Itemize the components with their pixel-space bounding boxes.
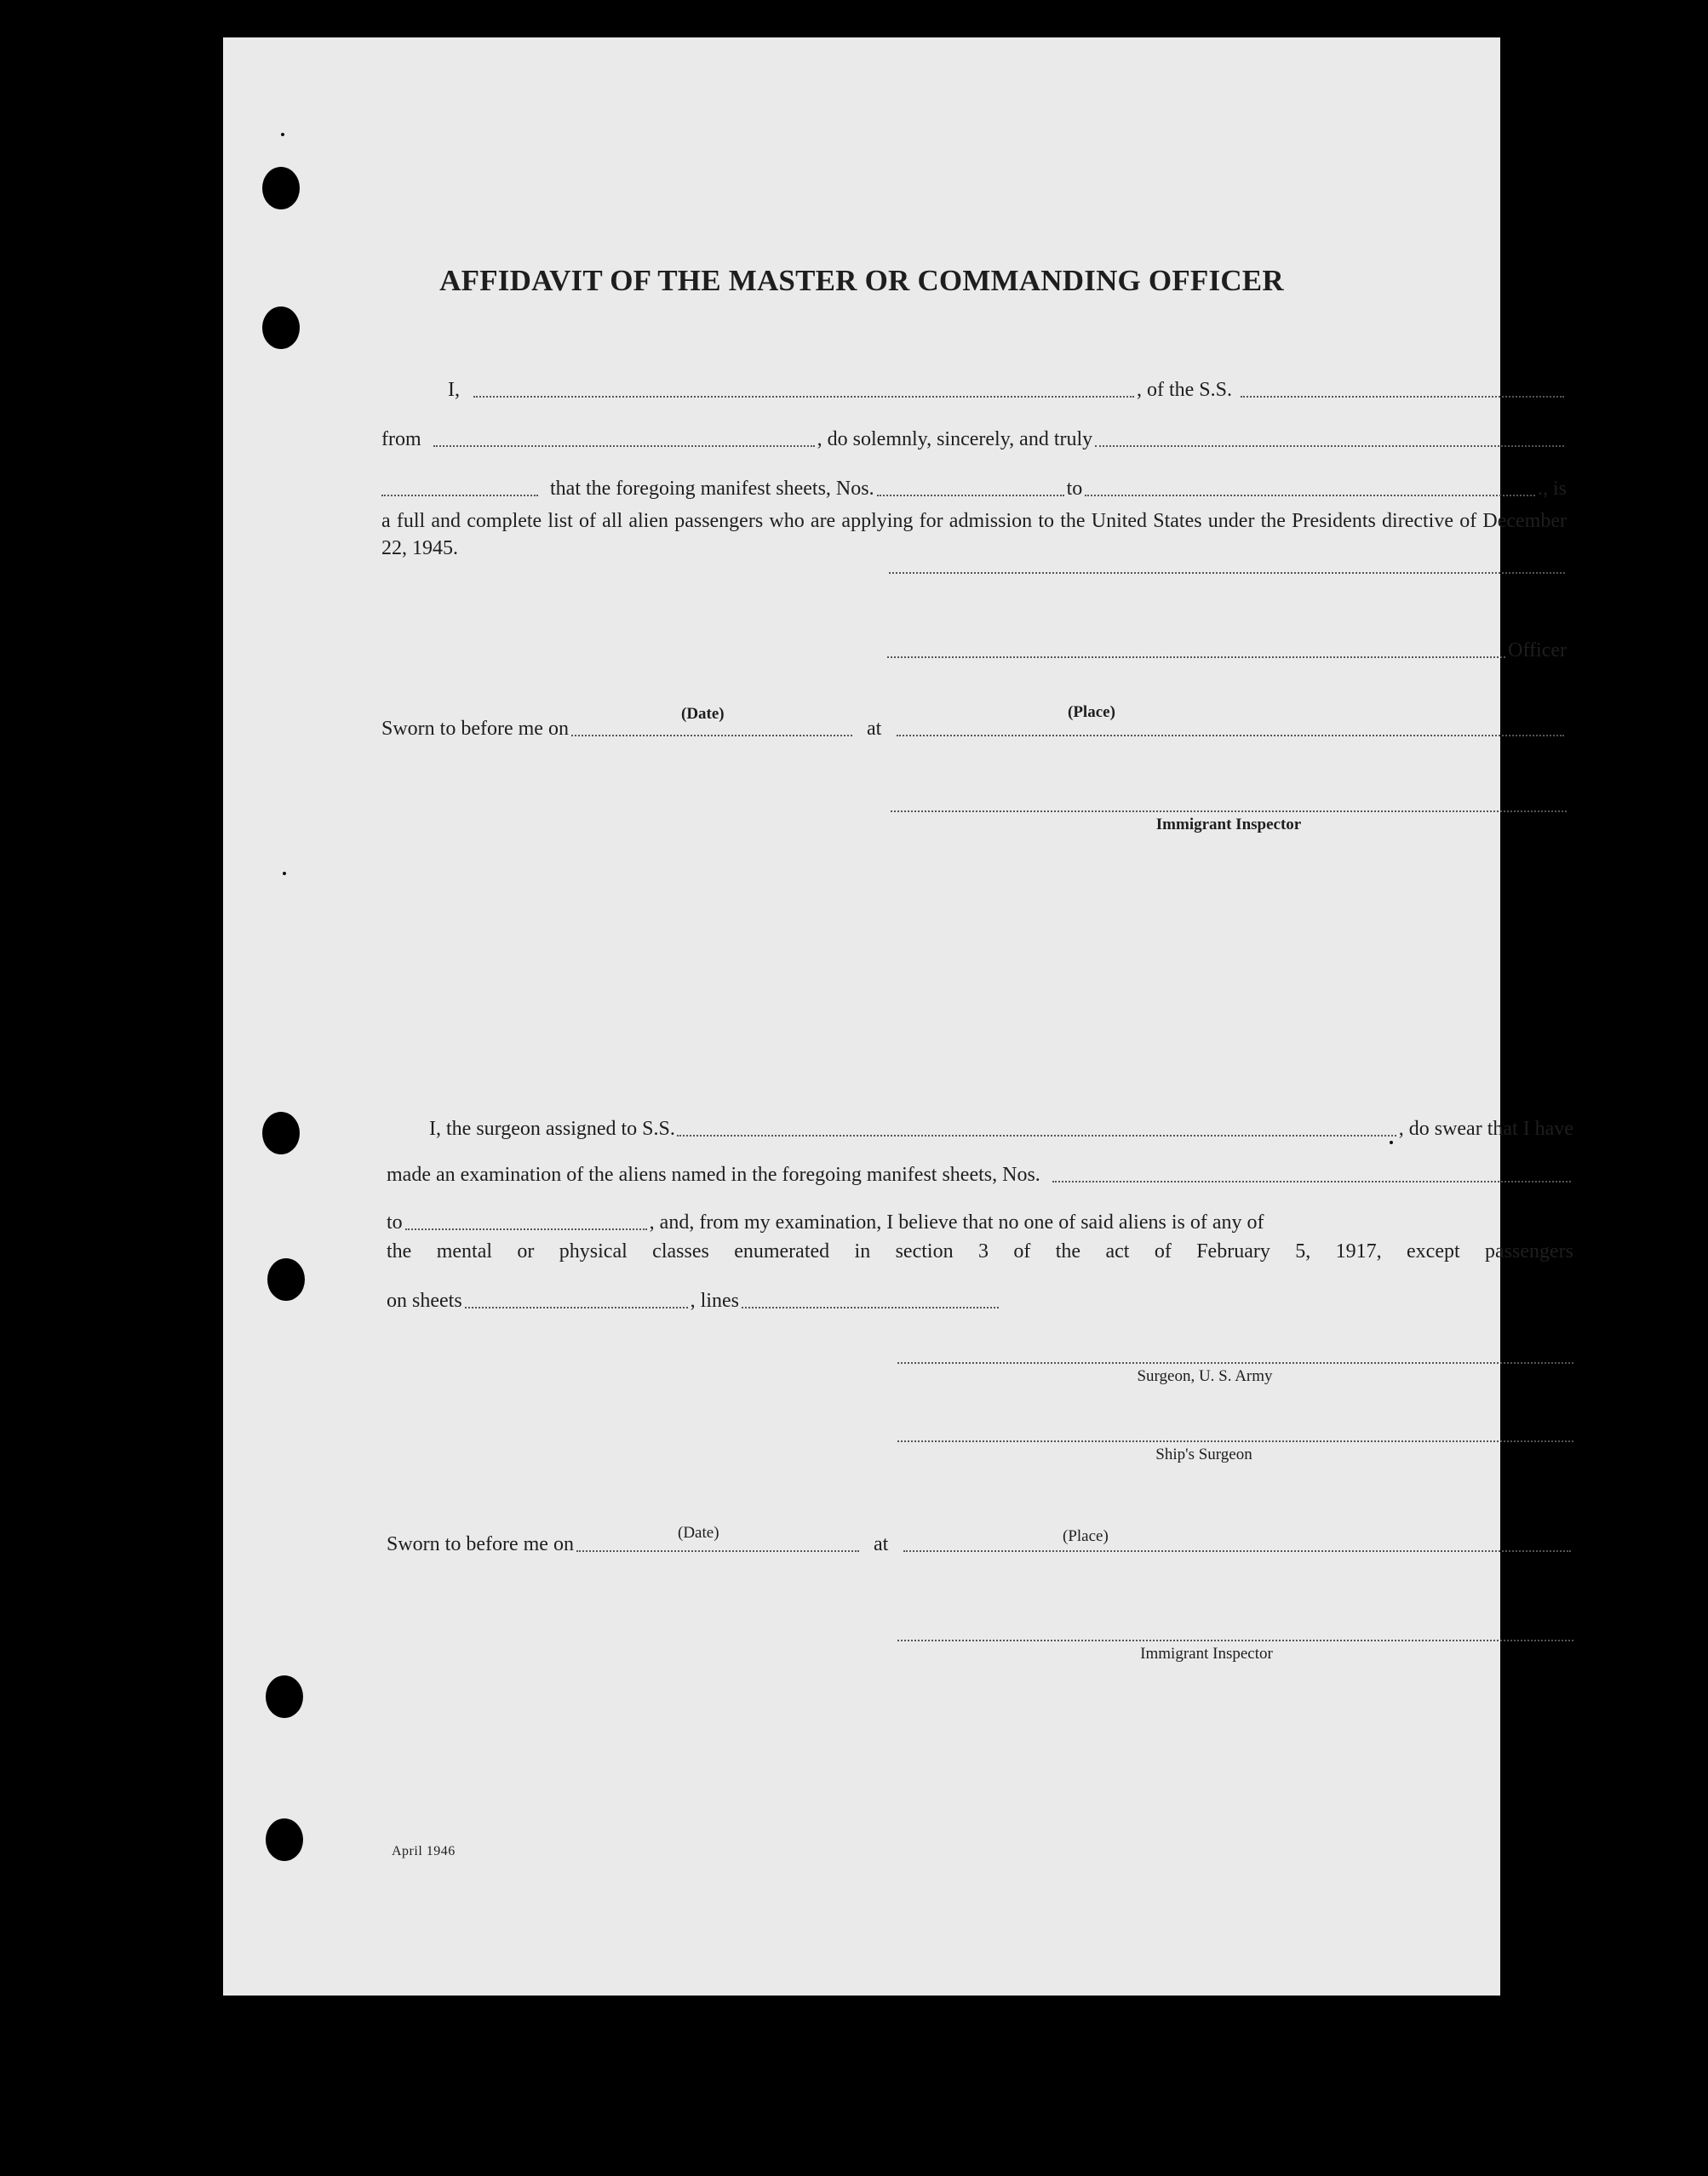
label-sworn: Sworn to before me on (381, 718, 569, 740)
officer-line (887, 638, 1567, 663)
date-caption: (Date) (681, 705, 725, 723)
label-is: ., is (1537, 478, 1567, 500)
date-caption: (Date) (678, 1524, 719, 1542)
surgeon-sheets-to-field[interactable] (405, 1228, 647, 1230)
label-that: that the foregoing manifest sheets, Nos. (550, 478, 874, 500)
sheets-to-field[interactable] (1085, 495, 1535, 496)
ship-surgeon-caption: Ship's Surgeon (1155, 1446, 1252, 1463)
except-lines-field[interactable] (742, 1307, 999, 1308)
form-date-footer: April 1946 (392, 1844, 456, 1858)
master-line-3 (381, 477, 1567, 501)
label-at: at (866, 718, 882, 740)
label-of-ss: , of the S.S. (1136, 379, 1232, 401)
label-on-sheets: on sheets (387, 1290, 462, 1312)
surgeon-ship-field[interactable] (677, 1135, 1396, 1137)
surgeon-line-2 (387, 1163, 1573, 1188)
label-made-exam: made an examination of the aliens named in the foregoing manifest sheets, Nos. (387, 1164, 1040, 1186)
place-caption: (Place) (1063, 1527, 1109, 1545)
label-and-from-exam: , and, from my examination, I believe that no one of said aliens is of any of (649, 1211, 1264, 1234)
master-paragraph: a full and complete list of all alien passengers who are applying for admission to the United States under the Presidents directive of December 22, 1945. (381, 510, 1567, 559)
surgeon-sworn-place-field[interactable] (903, 1550, 1571, 1552)
inspector-caption: Immigrant Inspector (1155, 816, 1302, 833)
master-line-1 (424, 378, 1567, 403)
inspector-signature-line[interactable] (891, 810, 1567, 812)
label-do-swear: , do swear that I have (1398, 1118, 1573, 1140)
scan-speck (281, 133, 284, 136)
master-sworn-date-field[interactable] (571, 735, 852, 736)
binder-hole (266, 1818, 303, 1861)
army-surgeon-caption: Surgeon, U. S. Army (1137, 1367, 1273, 1385)
page-title: AFFIDAVIT OF THE MASTER OR COMMANDING OFFICER (439, 264, 1284, 297)
surgeon-line-3 (387, 1211, 1573, 1235)
except-sheets-field[interactable] (465, 1307, 688, 1308)
officer-name-field[interactable] (887, 656, 1505, 658)
scan-speck (283, 872, 286, 875)
sheets-from-field[interactable] (877, 495, 1064, 496)
label-to: to (387, 1211, 403, 1234)
label-from: from (381, 428, 421, 450)
surgeon-line-4: the mental or physical classes enumerated in section 3 of the act of February 5, 1917, except passengers (387, 1240, 1573, 1263)
binder-hole (266, 1675, 303, 1718)
surgeon-sworn-line (387, 1532, 1573, 1557)
army-surgeon-signature-line[interactable] (897, 1362, 1573, 1364)
label-surgeon-assigned: I, the surgeon assigned to S.S. (429, 1118, 675, 1140)
label-at: at (873, 1533, 889, 1555)
surgeon-line-5 (387, 1289, 1573, 1314)
master-sworn-place-field[interactable] (897, 735, 1564, 736)
binder-hole (267, 1258, 305, 1301)
binder-hole (262, 306, 300, 349)
oath-field[interactable] (1095, 445, 1564, 447)
binder-hole (262, 167, 300, 209)
form-page (223, 37, 1573, 1996)
binder-hole (262, 1112, 300, 1154)
surgeon-sheets-from-field[interactable] (1052, 1181, 1571, 1182)
master-name-field[interactable] (473, 396, 1134, 398)
ship-name-field[interactable] (1241, 396, 1564, 398)
master-line-2 (381, 427, 1567, 452)
place-caption: (Place) (1068, 703, 1115, 721)
from-port-field[interactable] (433, 445, 815, 447)
ship-surgeon-signature-line[interactable] (897, 1440, 1573, 1442)
label-i: I, (448, 379, 460, 401)
label-swear: , do solemnly, sincerely, and truly (817, 428, 1093, 450)
master-sworn-line (381, 717, 1567, 742)
officer-signature-line[interactable] (889, 572, 1565, 574)
oath-verb-field[interactable] (381, 495, 538, 496)
inspector-signature-line[interactable] (897, 1640, 1573, 1641)
label-lines: , lines (690, 1290, 739, 1312)
label-sworn: Sworn to before me on (387, 1533, 574, 1555)
surgeon-line-1 (387, 1117, 1573, 1142)
inspector-caption: Immigrant Inspector (1140, 1645, 1273, 1663)
surgeon-sworn-date-field[interactable] (576, 1550, 859, 1552)
label-officer: Officer (1508, 639, 1567, 661)
label-to: to (1066, 478, 1083, 500)
